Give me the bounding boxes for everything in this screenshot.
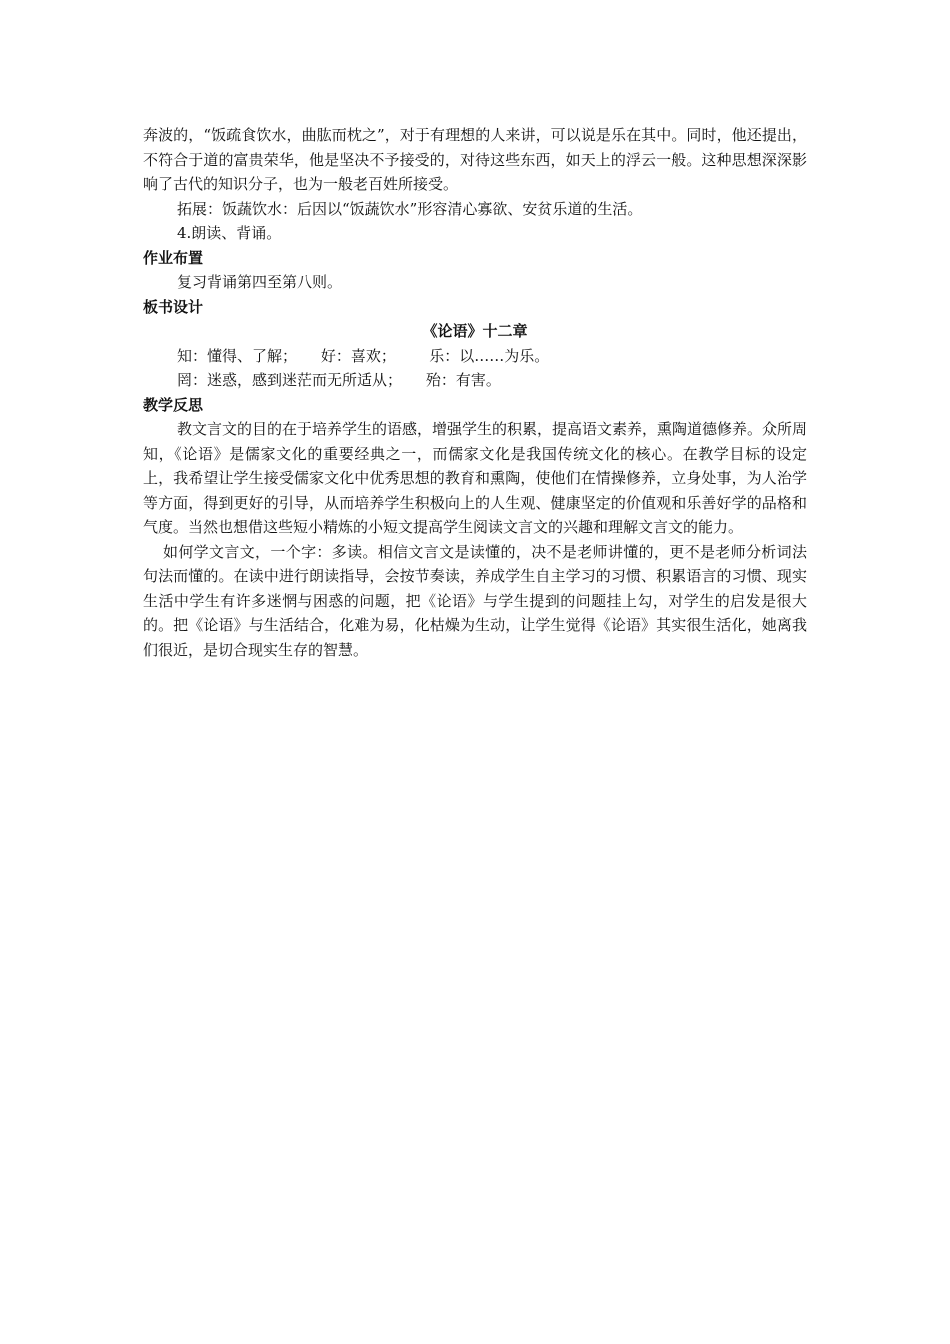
reflection-paragraph-2: 如何学文言文，一个字：多读。相信文言文是读懂的，决不是老师讲懂的，更不是老师分析词法句法而懂的。在读中进行朗读指导，会按节奏读，养成学生自主学习的习惯、积累语言的习惯、现实生活中学生有许多迷惘与困惑的问题，把《论语》与学生提到的问题挂上勾，对学生的启发是很大的。把《论语》与生活结合，化难为易，化枯燥为生动，让学生觉得《论语》其实很生活化，她离我们很近，是切合现实生存的智慧。 <box>143 542 807 659</box>
homework-heading: 作业布置 <box>143 248 204 267</box>
board-title: 《论语》十二章 <box>422 322 528 340</box>
extension-note: 拓展：饭蔬饮水：后因以“饭蔬饮水”形容清心寡欲、安贫乐道的生活。 <box>177 199 643 218</box>
document-page <box>143 123 807 662</box>
step-4-reading: 4.朗读、背诵。 <box>177 224 282 242</box>
board-line-2: 罔：迷惑，感到迷茫而无所适从； 殆：有害。 <box>177 371 501 389</box>
board-design-heading: 板书设计 <box>143 297 204 316</box>
reflection-paragraph-1: 教文言文的目的在于培养学生的语感，增强学生的积累，提高语文素养，熏陶道德修养。众所周知，《论语》是儒家文化的重要经典之一，而儒家文化是我国传统文化的核心。在教学目标的设定上，我希望让学生接受儒家文化中优秀思想的教育和熏陶，使他们在情操修养，立身处事，为人治学等方面，得到更好的引导，从而培养学生积极向上的人生观、健康坚定的价值观和乐善好学的品格和气度。当然也想借这些短小精炼的小短文提高学生阅读文言文的兴趣和理解文言文的能力。 <box>143 420 808 536</box>
board-line-1: 知：懂得、了解； 好：喜欢； 乐：以……为乐。 <box>177 346 550 365</box>
intro-paragraph: 奔波的，“饭疏食饮水，曲肱而枕之”，对于有理想的人来讲，可以说是乐在其中。同时，他还提出，不符合于道的富贵荣华，他是坚决不予接受的，对待这些东西，如天上的浮云一般。这种思想深深影响了古代的知识分子，也为一般老百姓所接受。 <box>143 126 807 193</box>
homework-text: 复习背诵第四至第八则。 <box>177 273 343 291</box>
reflection-heading: 教学反思 <box>143 395 204 414</box>
